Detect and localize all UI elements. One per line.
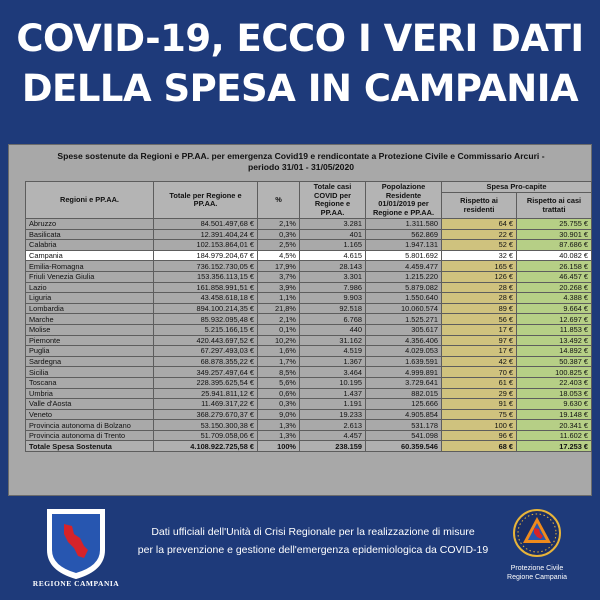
cell-total: 736.152.730,05 € xyxy=(154,261,258,272)
cell-total: 67.297.493,03 € xyxy=(154,346,258,357)
cell-pop: 1.550.640 xyxy=(366,293,442,304)
cell-res: 56 € xyxy=(442,314,517,325)
cell-cas: 20.341 € xyxy=(517,420,592,431)
cell-total: 368.279.670,37 € xyxy=(154,409,258,420)
sheet-title-line-1: Spese sostenute da Regioni e PP.AA. per emergenza Covid19 e rendicontate a Protezione Civile e Commissario Arcuri - xyxy=(57,151,545,161)
cell-total: 12.391.404,24 € xyxy=(154,229,258,240)
cell-region: Puglia xyxy=(26,346,154,357)
cell-region: Veneto xyxy=(26,409,154,420)
cell-res: 28 € xyxy=(442,282,517,293)
cell-res: 165 € xyxy=(442,261,517,272)
cell-pop: 10.060.574 xyxy=(366,303,442,314)
cell-res: 70 € xyxy=(442,367,517,378)
cell-cases: 3.464 xyxy=(300,367,366,378)
cell-region: Lazio xyxy=(26,282,154,293)
header-per-resident: Rispetto ai residenti xyxy=(442,193,517,219)
cell-total: 68.878.355,22 € xyxy=(154,356,258,367)
cell-cases: 3.281 xyxy=(300,219,366,230)
footer-line-1: Dati ufficiali dell'Unità di Crisi Regionale per la realizzazione di misure xyxy=(151,526,475,538)
cell-cas: 9.630 € xyxy=(517,399,592,410)
cell-pop: 1.947.131 xyxy=(366,240,442,251)
cell-cas: 11.602 € xyxy=(517,430,592,441)
cell-pop: 1.639.591 xyxy=(366,356,442,367)
cell-cas: 19.148 € xyxy=(517,409,592,420)
cell-region: Basilicata xyxy=(26,229,154,240)
cell-res: 96 € xyxy=(442,430,517,441)
cell-res: 126 € xyxy=(442,271,517,282)
total-cell-region: Totale Spesa Sostenuta xyxy=(26,441,154,452)
cell-pct: 17,9% xyxy=(258,261,300,272)
table-row xyxy=(26,335,592,346)
cell-pop: 531.178 xyxy=(366,420,442,431)
cell-total: 894.100.214,35 € xyxy=(154,303,258,314)
table-row xyxy=(26,303,592,314)
cell-cas: 18.053 € xyxy=(517,388,592,399)
cell-pct: 9,0% xyxy=(258,409,300,420)
protezione-civile-label xyxy=(496,564,578,582)
cell-res: 52 € xyxy=(442,240,517,251)
table-row xyxy=(26,293,592,304)
cell-res: 61 € xyxy=(442,377,517,388)
headline-line-1: COVID-19, ECCO I VERI DATI xyxy=(16,17,584,60)
cell-pct: 2,5% xyxy=(258,240,300,251)
cell-res: 22 € xyxy=(442,229,517,240)
cell-cases: 401 xyxy=(300,229,366,240)
cell-total: 420.443.697,52 € xyxy=(154,335,258,346)
total-cell-pop: 60.359.546 xyxy=(366,441,442,452)
cell-cases: 1.191 xyxy=(300,399,366,410)
table-row xyxy=(26,367,592,378)
table-row xyxy=(26,346,592,357)
cell-cases: 1.367 xyxy=(300,356,366,367)
spending-table xyxy=(25,181,592,452)
cell-region: Provincia autonoma di Bolzano xyxy=(26,420,154,431)
cell-region: Molise xyxy=(26,324,154,335)
cell-cas: 4.388 € xyxy=(517,293,592,304)
table-row xyxy=(26,420,592,431)
cell-total: 25.941.811,12 € xyxy=(154,388,258,399)
cell-pct: 5,6% xyxy=(258,377,300,388)
cell-region: Calabria xyxy=(26,240,154,251)
cell-pct: 8,5% xyxy=(258,367,300,378)
cell-cases: 2.613 xyxy=(300,420,366,431)
cell-cases: 6.768 xyxy=(300,314,366,325)
cell-region: Piemonte xyxy=(26,335,154,346)
table-row xyxy=(26,250,592,261)
cell-pop: 125.666 xyxy=(366,399,442,410)
protezione-civile-line-1: Protezione Civile xyxy=(510,565,564,572)
cell-region: Marche xyxy=(26,314,154,325)
cell-cases: 3.301 xyxy=(300,271,366,282)
footer-caption xyxy=(128,523,498,559)
cell-cas: 40.082 € xyxy=(517,250,592,261)
cell-pop: 4.905.854 xyxy=(366,409,442,420)
total-row xyxy=(26,441,592,452)
cell-pct: 1,6% xyxy=(258,346,300,357)
cell-cas: 26.158 € xyxy=(517,261,592,272)
cell-pct: 1,7% xyxy=(258,356,300,367)
footer-line-2: per la prevenzione e gestione dell'emergenza epidemiologica da COVID-19 xyxy=(137,544,489,556)
total-cell-pct: 100% xyxy=(258,441,300,452)
cell-total: 102.153.864,01 € xyxy=(154,240,258,251)
cell-cas: 14.892 € xyxy=(517,346,592,357)
cell-pct: 0,3% xyxy=(258,229,300,240)
cell-cases: 4.615 xyxy=(300,250,366,261)
cell-total: 11.469.317,22 € xyxy=(154,399,258,410)
cell-total: 161.858.991,51 € xyxy=(154,282,258,293)
spreadsheet-image xyxy=(8,144,592,496)
cell-region: Valle d'Aosta xyxy=(26,399,154,410)
header-total: Totale per Regione e PP.AA. xyxy=(154,182,258,219)
cell-res: 17 € xyxy=(442,324,517,335)
cell-cases: 1.165 xyxy=(300,240,366,251)
cell-pop: 4.999.891 xyxy=(366,367,442,378)
cell-pct: 3,9% xyxy=(258,282,300,293)
cell-res: 91 € xyxy=(442,399,517,410)
table-body xyxy=(26,219,592,452)
table-row xyxy=(26,271,592,282)
cell-total: 153.356.113,15 € xyxy=(154,271,258,282)
cell-cases: 28.143 xyxy=(300,261,366,272)
cell-total: 5.215.166,15 € xyxy=(154,324,258,335)
cell-region: Liguria xyxy=(26,293,154,304)
regione-campania-label: REGIONE CAMPANIA xyxy=(32,579,120,588)
cell-region: Friuli Venezia Giulia xyxy=(26,271,154,282)
cell-pop: 5.801.692 xyxy=(366,250,442,261)
cell-cas: 9.664 € xyxy=(517,303,592,314)
cell-pop: 5.879.082 xyxy=(366,282,442,293)
cell-total: 51.709.058,06 € xyxy=(154,430,258,441)
table-row xyxy=(26,314,592,325)
sheet-title-line-2: periodo 31/01 - 31/05/2020 xyxy=(247,162,355,172)
cell-total: 184.979.204,67 € xyxy=(154,250,258,261)
cell-pct: 3,7% xyxy=(258,271,300,282)
total-cell-cas: 17.253 € xyxy=(517,441,592,452)
cell-pop: 562.869 xyxy=(366,229,442,240)
cell-cas: 30.901 € xyxy=(517,229,592,240)
cell-pct: 21,8% xyxy=(258,303,300,314)
cell-pct: 10,2% xyxy=(258,335,300,346)
table-row xyxy=(26,240,592,251)
cell-cas: 12.697 € xyxy=(517,314,592,325)
total-cell-res: 68 € xyxy=(442,441,517,452)
header-region: Regioni e PP.AA. xyxy=(26,182,154,219)
cell-pct: 1,3% xyxy=(258,420,300,431)
cell-pct: 4,5% xyxy=(258,250,300,261)
cell-pop: 1.525.271 xyxy=(366,314,442,325)
table-row xyxy=(26,409,592,420)
cell-res: 28 € xyxy=(442,293,517,304)
cell-cases: 10.195 xyxy=(300,377,366,388)
cell-cas: 22.403 € xyxy=(517,377,592,388)
cell-pct: 1,1% xyxy=(258,293,300,304)
cell-res: 32 € xyxy=(442,250,517,261)
sheet-title xyxy=(9,151,593,173)
regione-campania-shield-icon xyxy=(44,506,108,580)
cell-total: 53.150.300,38 € xyxy=(154,420,258,431)
cell-region: Campania xyxy=(26,250,154,261)
cell-region: Emilia-Romagna xyxy=(26,261,154,272)
total-cell-total: 4.108.922.725,58 € xyxy=(154,441,258,452)
cell-res: 64 € xyxy=(442,219,517,230)
table-row xyxy=(26,399,592,410)
cell-pop: 305.617 xyxy=(366,324,442,335)
cell-cas: 87.686 € xyxy=(517,240,592,251)
header-per-case: Rispetto ai casi trattati xyxy=(517,193,592,219)
cell-cas: 50.387 € xyxy=(517,356,592,367)
cell-cas: 100.825 € xyxy=(517,367,592,378)
cell-total: 84.501.497,68 € xyxy=(154,219,258,230)
cell-pop: 882.015 xyxy=(366,388,442,399)
cell-cases: 4.457 xyxy=(300,430,366,441)
cell-region: Sardegna xyxy=(26,356,154,367)
table-row xyxy=(26,388,592,399)
headline xyxy=(0,14,600,114)
cell-cases: 9.903 xyxy=(300,293,366,304)
cell-region: Sicilia xyxy=(26,367,154,378)
cell-pop: 3.729.641 xyxy=(366,377,442,388)
cell-total: 228.395.625,54 € xyxy=(154,377,258,388)
header-per-capita: Spesa Pro-capite xyxy=(442,182,592,193)
cell-cases: 4.519 xyxy=(300,346,366,357)
cell-region: Abruzzo xyxy=(26,219,154,230)
table-row xyxy=(26,229,592,240)
table-row xyxy=(26,219,592,230)
cell-region: Umbria xyxy=(26,388,154,399)
total-cell-cases: 238.159 xyxy=(300,441,366,452)
table-row xyxy=(26,377,592,388)
cell-cas: 20.268 € xyxy=(517,282,592,293)
cell-cas: 46.457 € xyxy=(517,271,592,282)
cell-pct: 0,6% xyxy=(258,388,300,399)
cell-region: Lombardia xyxy=(26,303,154,314)
protezione-civile-logo-icon xyxy=(512,508,562,558)
cell-total: 43.458.618,18 € xyxy=(154,293,258,304)
cell-cas: 25.755 € xyxy=(517,219,592,230)
cell-cas: 13.492 € xyxy=(517,335,592,346)
header-cases: Totale casi COVID per Regione e PP.AA. xyxy=(300,182,366,219)
cell-cases: 92.518 xyxy=(300,303,366,314)
cell-res: 42 € xyxy=(442,356,517,367)
cell-res: 100 € xyxy=(442,420,517,431)
cell-pop: 1.311.580 xyxy=(366,219,442,230)
cell-cases: 19.233 xyxy=(300,409,366,420)
cell-res: 97 € xyxy=(442,335,517,346)
table-row xyxy=(26,261,592,272)
table-row xyxy=(26,324,592,335)
cell-total: 349.257.497,64 € xyxy=(154,367,258,378)
cell-cases: 7.986 xyxy=(300,282,366,293)
table-row xyxy=(26,430,592,441)
cell-region: Toscana xyxy=(26,377,154,388)
cell-pop: 541.098 xyxy=(366,430,442,441)
table-row xyxy=(26,282,592,293)
cell-cases: 1.437 xyxy=(300,388,366,399)
cell-total: 85.932.095,48 € xyxy=(154,314,258,325)
cell-pop: 4.029.053 xyxy=(366,346,442,357)
header-population: Popolazione Residente 01/01/2019 per Regione e PP.AA. xyxy=(366,182,442,219)
cell-pct: 0,3% xyxy=(258,399,300,410)
cell-pct: 0,1% xyxy=(258,324,300,335)
cell-cases: 31.162 xyxy=(300,335,366,346)
cell-res: 17 € xyxy=(442,346,517,357)
cell-res: 89 € xyxy=(442,303,517,314)
cell-pop: 4.356.406 xyxy=(366,335,442,346)
cell-cas: 11.853 € xyxy=(517,324,592,335)
cell-pop: 4.459.477 xyxy=(366,261,442,272)
header-percent: % xyxy=(258,182,300,219)
cell-pop: 1.215.220 xyxy=(366,271,442,282)
cell-region: Provincia autonoma di Trento xyxy=(26,430,154,441)
cell-pct: 2,1% xyxy=(258,314,300,325)
cell-res: 29 € xyxy=(442,388,517,399)
headline-line-2: DELLA SPESA IN CAMPANIA xyxy=(21,67,579,110)
cell-cases: 440 xyxy=(300,324,366,335)
cell-pct: 2,1% xyxy=(258,219,300,230)
protezione-civile-line-2: Regione Campania xyxy=(507,574,567,581)
cell-pct: 1,3% xyxy=(258,430,300,441)
cell-res: 75 € xyxy=(442,409,517,420)
table-row xyxy=(26,356,592,367)
